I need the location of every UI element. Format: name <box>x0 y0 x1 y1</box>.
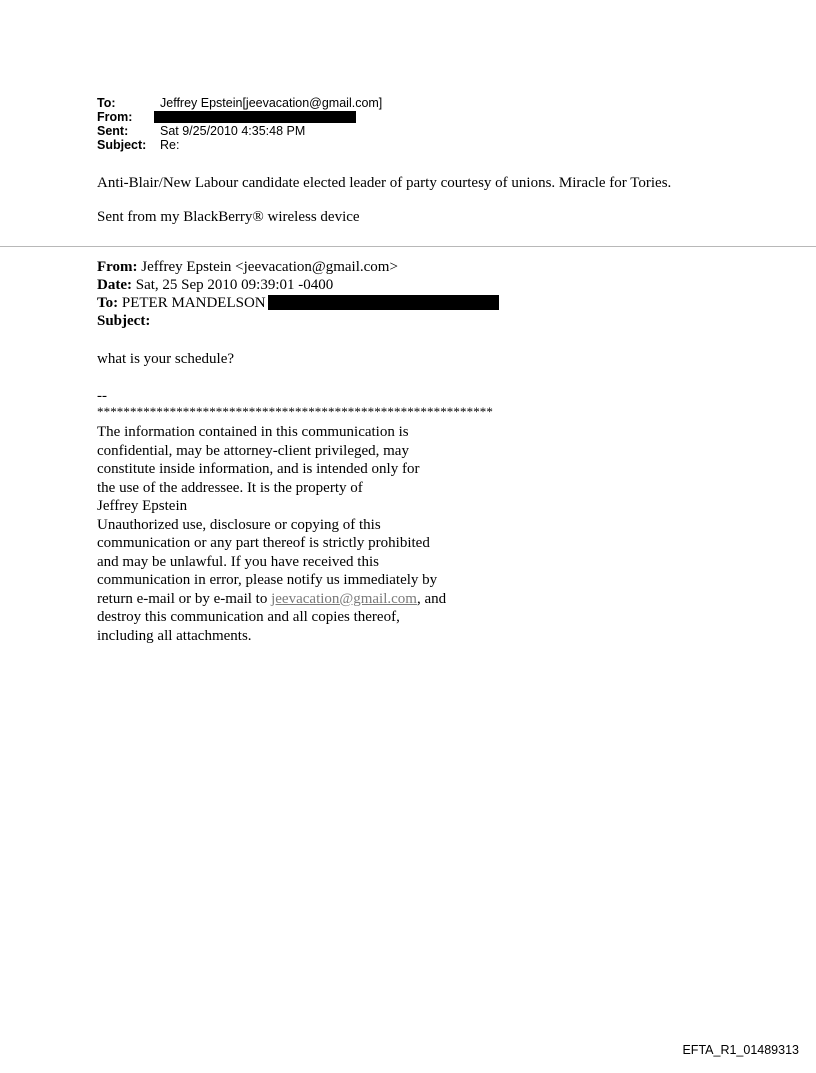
asterisk-line: ************************************************************ <box>97 404 493 419</box>
sent-label: Sent: <box>97 124 129 138</box>
subject-label: Subject: <box>97 138 147 152</box>
from-label: From: <box>97 110 133 124</box>
disclaimer-line: destroy this communication and all copies thereof, <box>97 609 400 625</box>
disclaimer-line: communication or any part thereof is strictly prohibited <box>97 535 430 551</box>
disclaimer-line: The information contained in this communication is <box>97 424 409 440</box>
redaction-bar <box>154 111 356 123</box>
quoted-from-value: Jeffrey Epstein <jeevacation@gmail.com> <box>141 259 398 275</box>
signature-dashes: -- <box>97 388 107 404</box>
disclaimer-line: and may be unlawful. If you have received this <box>97 553 379 570</box>
disclaimer-line: Unauthorized use, disclosure or copying of this <box>97 516 381 533</box>
quoted-date-label: Date: <box>97 277 132 293</box>
disclaimer-line: the use of the addressee. It is the property of <box>97 479 363 496</box>
disclaimer-text: , and <box>416 590 447 607</box>
disclaimer-line: confidential, may be attorney-client privileged, may <box>97 442 409 459</box>
quoted-from-label: From: <box>97 259 138 275</box>
reply-body: Anti-Blair/New Labour candidate elected leader of party courtesy of unions. Miracle for Tories. <box>97 175 672 191</box>
quoted-body: what is your schedule? <box>97 351 235 367</box>
sent-row <box>97 124 382 138</box>
to-label: To: <box>97 96 116 110</box>
quoted-subject-label: Subject: <box>97 313 151 329</box>
quoted-date-value: Sat, 25 Sep 2010 09:39:01 -0400 <box>135 277 334 293</box>
quoted-to-row <box>97 294 499 312</box>
signature: Sent from my BlackBerry® wireless device <box>97 209 360 225</box>
quoted-to-value: PETER MANDELSON <box>121 295 266 311</box>
document-id: EFTA_R1_01489313 <box>682 1043 799 1057</box>
redaction-bar <box>268 295 499 310</box>
email-header <box>97 96 382 152</box>
confidentiality-disclaimer <box>97 423 446 645</box>
sent-value: Sat 9/25/2010 4:35:48 PM <box>160 124 306 138</box>
to-row <box>97 96 382 110</box>
disclaimer-line: Jeffrey Epstein <box>97 498 188 514</box>
disclaimer-line: including all attachments. <box>97 627 252 644</box>
subject-row <box>97 138 382 152</box>
quoted-to-label: To: <box>97 295 119 311</box>
quoted-date-row <box>97 276 499 294</box>
disclaimer-line: constitute inside information, and is intended only for <box>97 461 420 477</box>
quoted-from-row <box>97 258 499 276</box>
from-row <box>97 110 382 124</box>
to-value: Jeffrey Epstein[jeevacation@gmail.com] <box>160 96 383 110</box>
quoted-subject-row <box>97 312 499 330</box>
divider <box>0 246 816 247</box>
disclaimer-text: return e-mail or by e-mail to <box>97 590 272 607</box>
subject-value: Re: <box>160 138 180 152</box>
quoted-header <box>97 258 499 330</box>
disclaimer-line <box>97 590 446 609</box>
email-link[interactable]: jeevacation@gmail.com <box>271 590 417 607</box>
disclaimer-line: communication in error, please notify us immediately by <box>97 572 438 588</box>
